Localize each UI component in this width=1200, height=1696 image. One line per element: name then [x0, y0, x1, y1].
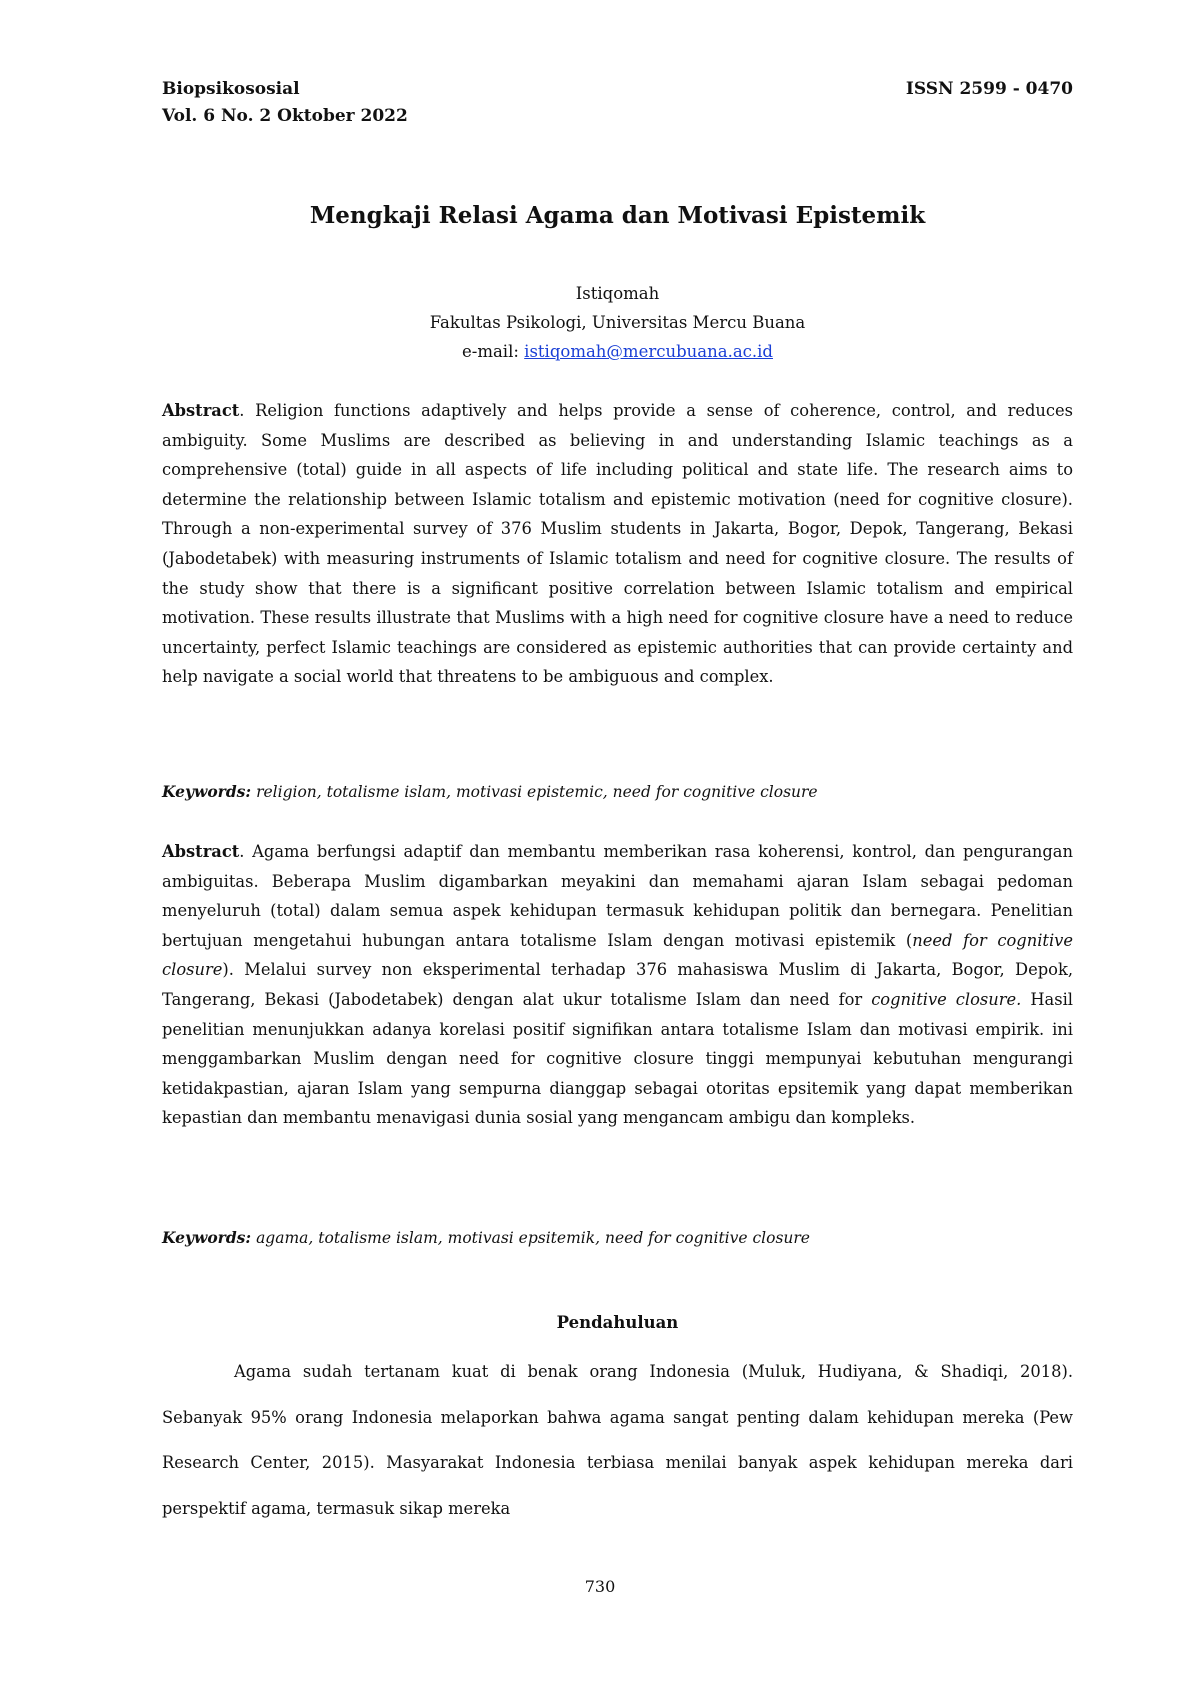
keywords-label: Keywords:	[162, 1228, 252, 1247]
keywords-text: religion, totalisme islam, motivasi epistemic, need for cognitive closure	[251, 783, 818, 801]
abstract-english	[162, 396, 1073, 692]
abstract-text-part1: . Agama berfungsi adaptif dan membantu memberikan rasa koherensi, kontrol, dan pengurangan ambiguitas. Beberapa Muslim digambarkan meyakini dan memahami ajaran Islam sebagai pedoman menyeluruh (total) dalam semua aspek kehidupan termasuk kehidupan politik dan bernegara. Penelitian bertujuan mengetahui hubungan antara totalisme Islam dengan motivasi epistemik (	[162, 842, 1073, 950]
abstract-text: . Religion functions adaptively and helps provide a sense of coherence, control, and reduces ambiguity. Some Muslims are described as believing in and understanding Islamic teachings as a comprehensive (total) guide in all aspects of life including political and state life. The research aims to determine the relationship between Islamic totalism and epistemic motivation (need for cognitive closure). Through a non-experimental survey of 376 Muslim students in Jakarta, Bogor, Depok, Tangerang, Bekasi (Jabodetabek) with measuring instruments of Islamic totalism and need for cognitive closure. The results of the study show that there is a significant positive correlation between Islamic totalism and empirical motivation. These results illustrate that Muslims with a high need for cognitive closure have a need to reduce uncertainty, perfect Islamic teachings are considered as epistemic authorities that can provide certainty and help navigate a social world that threatens to be ambiguous and complex.	[162, 401, 1073, 687]
email-label: e-mail:	[461, 342, 525, 361]
paper-title: Mengkaji Relasi Agama dan Motivasi Epistemik	[309, 202, 926, 229]
abstract-text-part2: ). Melalui survey non eksperimental terhadap 376 mahasiswa Muslim di Jakarta, Bogor, Depok, Tangerang, Bekasi (Jabodetabek) dengan alat ukur totalisme Islam dan need for	[162, 960, 1073, 1009]
keywords-text: agama, totalisme islam, motivasi epsitemik, need for cognitive closure	[251, 1229, 810, 1247]
author-email-line	[162, 337, 1073, 366]
keywords-indonesian	[162, 1226, 1073, 1250]
issn: ISSN 2599 - 0470	[905, 79, 1073, 99]
author-block	[162, 279, 1073, 366]
section-heading: Pendahuluan	[556, 1313, 679, 1332]
body-paragraph: Agama sudah tertanam kuat di benak orang Indonesia (Muluk, Hudiyana, & Shadiqi, 2018). Sebanyak 95% orang Indonesia melaporkan bahwa agama sangat penting dalam kehidupan mereka (Pew Research Center, 2015). Masyarakat Indonesia terbiasa menilai banyak aspek kehidupan mereka dari perspektif agama, termasuk sikap mereka	[162, 1362, 1073, 1518]
author-name: Istiqomah	[575, 284, 660, 303]
abstract-text-part3: Hasil penelitian menunjukkan adanya korelasi positif signifikan antara totalisme Islam dan motivasi empirik. ini menggambarkan Muslim dengan need for cognitive closure tinggi mempunyai kebutuhan mengurangi ketidakpastian, ajaran Islam yang sempurna dianggap sebagai otoritas epsitemik yang dapat memberikan kepastian dan membantu menavigasi dunia sosial yang mengancam ambigu dan kompleks.	[162, 989, 1073, 1128]
running-header	[162, 76, 1073, 130]
email-link[interactable]: istiqomah@mercubuana.ac.id	[524, 342, 773, 361]
abstract-label: Abstract	[162, 401, 240, 420]
abstract-indonesian	[162, 837, 1073, 1133]
keywords-english	[162, 780, 1073, 804]
volume-info: Vol. 6 No. 2 Oktober 2022	[162, 106, 408, 126]
abstract-italic-term: need for cognitive closure	[162, 930, 1073, 980]
author-affiliation: Fakultas Psikologi, Universitas Mercu Buana	[429, 313, 806, 332]
abstract-label: Abstract	[162, 842, 240, 861]
page-number: 730	[584, 1577, 616, 1596]
keywords-label: Keywords:	[162, 782, 252, 801]
abstract-italic-term: cognitive closure.	[871, 989, 1022, 1009]
journal-name: Biopsikososial	[162, 79, 300, 99]
